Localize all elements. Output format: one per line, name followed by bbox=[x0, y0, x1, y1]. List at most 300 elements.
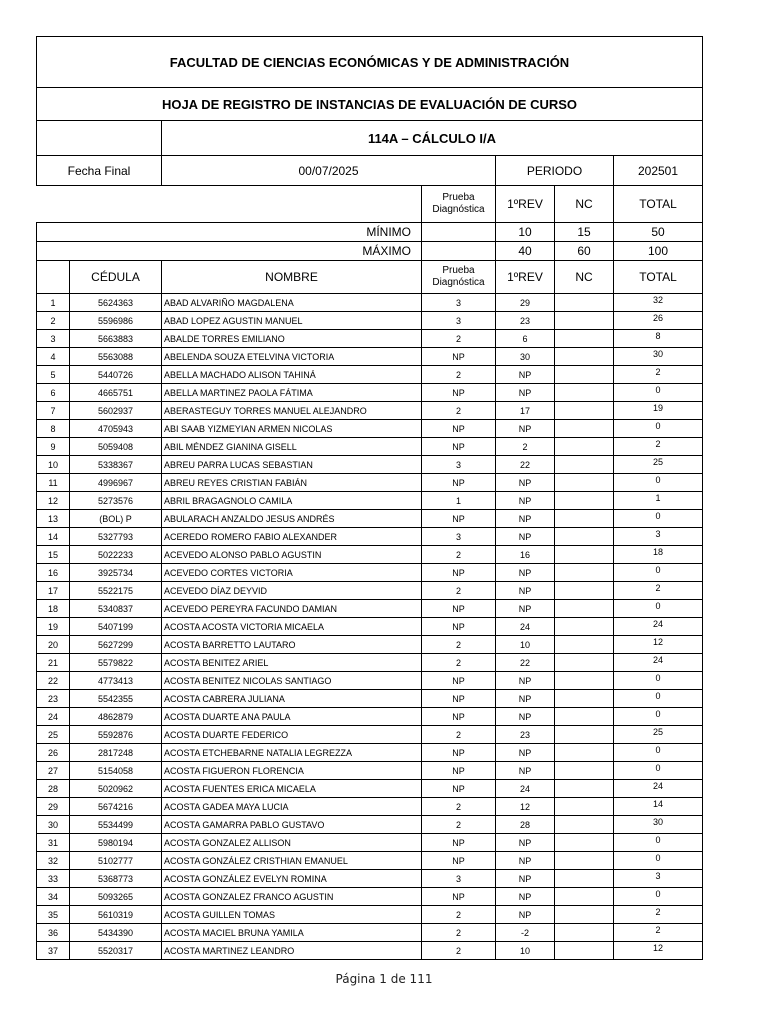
minimo-rev: 10 bbox=[496, 223, 555, 242]
cedula-cell: 5596986 bbox=[70, 312, 162, 330]
name-cell: ACEVEDO ALONSO PABLO AGUSTIN bbox=[162, 546, 422, 564]
table-row bbox=[37, 942, 703, 960]
rev-cell: NP bbox=[496, 492, 555, 510]
table-row bbox=[37, 294, 703, 312]
name-cell: ACOSTA GAMARRA PABLO GUSTAVO bbox=[162, 816, 422, 834]
rev-cell: -2 bbox=[496, 924, 555, 942]
nc-cell bbox=[555, 870, 614, 888]
name-cell: ACOSTA MACIEL BRUNA YAMILA bbox=[162, 924, 422, 942]
name-cell: ABREU REYES CRISTIAN FABIÁN bbox=[162, 474, 422, 492]
row-number: 19 bbox=[37, 618, 70, 636]
table-row bbox=[37, 546, 703, 564]
cedula-cell: 4665751 bbox=[70, 384, 162, 402]
name-cell: ACOSTA ACOSTA VICTORIA MICAELA bbox=[162, 618, 422, 636]
registration-sheet bbox=[36, 36, 702, 960]
total-cell: 32 bbox=[614, 294, 703, 312]
rev-cell: 29 bbox=[496, 294, 555, 312]
total-cell: 0 bbox=[614, 762, 703, 780]
col-total: TOTAL bbox=[614, 261, 703, 294]
table-row bbox=[37, 312, 703, 330]
nc-cell bbox=[555, 798, 614, 816]
total-cell: 8 bbox=[614, 330, 703, 348]
row-number: 30 bbox=[37, 816, 70, 834]
table-row bbox=[37, 456, 703, 474]
cedula-cell: 5610319 bbox=[70, 906, 162, 924]
nc-cell bbox=[555, 384, 614, 402]
rev-cell: NP bbox=[496, 888, 555, 906]
prueba-cell: 1 bbox=[422, 492, 496, 510]
col-nombre: NOMBRE bbox=[162, 261, 422, 294]
prueba-cell: 2 bbox=[422, 924, 496, 942]
table-row bbox=[37, 924, 703, 942]
name-cell: ACOSTA GUILLEN TOMAS bbox=[162, 906, 422, 924]
rev-cell: NP bbox=[496, 852, 555, 870]
nc-cell bbox=[555, 420, 614, 438]
cedula-cell: 5663883 bbox=[70, 330, 162, 348]
nc-cell bbox=[555, 906, 614, 924]
nc-cell bbox=[555, 654, 614, 672]
prueba-cell: 3 bbox=[422, 528, 496, 546]
nc-cell bbox=[555, 690, 614, 708]
nc-cell bbox=[555, 348, 614, 366]
nc-cell bbox=[555, 528, 614, 546]
row-number: 12 bbox=[37, 492, 70, 510]
prueba-cell: 2 bbox=[422, 798, 496, 816]
row-number: 8 bbox=[37, 420, 70, 438]
row-number: 25 bbox=[37, 726, 70, 744]
table-row bbox=[37, 474, 703, 492]
rev-cell: NP bbox=[496, 510, 555, 528]
prueba-cell: NP bbox=[422, 420, 496, 438]
cedula-cell: 5592876 bbox=[70, 726, 162, 744]
row-number: 23 bbox=[37, 690, 70, 708]
minimo-nc: 15 bbox=[555, 223, 614, 242]
nc-cell bbox=[555, 564, 614, 582]
rev-cell: NP bbox=[496, 672, 555, 690]
cedula-cell: 5102777 bbox=[70, 852, 162, 870]
registration-table bbox=[36, 36, 703, 960]
table-row bbox=[37, 744, 703, 762]
table-row bbox=[37, 762, 703, 780]
rev-cell: 24 bbox=[496, 780, 555, 798]
name-cell: ACOSTA GONZALEZ FRANCO AGUSTIN bbox=[162, 888, 422, 906]
total-cell: 24 bbox=[614, 780, 703, 798]
row-number: 18 bbox=[37, 600, 70, 618]
row-number: 1 bbox=[37, 294, 70, 312]
total-cell: 0 bbox=[614, 564, 703, 582]
rev-cell: NP bbox=[496, 762, 555, 780]
cedula-cell: 5522175 bbox=[70, 582, 162, 600]
name-cell: ABELLA MARTINEZ PAOLA FÁTIMA bbox=[162, 384, 422, 402]
rev-cell: 24 bbox=[496, 618, 555, 636]
nc-cell bbox=[555, 312, 614, 330]
periodo-label: PERIODO bbox=[496, 156, 614, 186]
table-row bbox=[37, 888, 703, 906]
total-cell: 30 bbox=[614, 816, 703, 834]
row-number: 9 bbox=[37, 438, 70, 456]
prueba-cell: 3 bbox=[422, 870, 496, 888]
course-title: 114A – CÁLCULO I/A bbox=[162, 121, 703, 156]
row-number: 22 bbox=[37, 672, 70, 690]
name-cell: ACOSTA CABRERA JULIANA bbox=[162, 690, 422, 708]
nc-cell bbox=[555, 582, 614, 600]
cedula-cell: 5579822 bbox=[70, 654, 162, 672]
cedula-cell: 5602937 bbox=[70, 402, 162, 420]
table-row bbox=[37, 438, 703, 456]
prueba-cell: 2 bbox=[422, 906, 496, 924]
total-cell: 25 bbox=[614, 726, 703, 744]
nc-cell bbox=[555, 510, 614, 528]
prueba-cell: NP bbox=[422, 438, 496, 456]
row-number: 27 bbox=[37, 762, 70, 780]
rev-cell: 16 bbox=[496, 546, 555, 564]
prueba-cell: 3 bbox=[422, 294, 496, 312]
cedula-cell: 4862879 bbox=[70, 708, 162, 726]
name-cell: ACOSTA BENITEZ NICOLAS SANTIAGO bbox=[162, 672, 422, 690]
prueba-cell: 2 bbox=[422, 636, 496, 654]
cedula-cell: 4773413 bbox=[70, 672, 162, 690]
rev-cell: NP bbox=[496, 906, 555, 924]
total-cell: 2 bbox=[614, 906, 703, 924]
prueba-cell: 2 bbox=[422, 942, 496, 960]
nc-cell bbox=[555, 546, 614, 564]
rev-cell: NP bbox=[496, 564, 555, 582]
total-cell: 0 bbox=[614, 384, 703, 402]
cedula-cell: 5534499 bbox=[70, 816, 162, 834]
prueba-cell: 2 bbox=[422, 366, 496, 384]
cedula-cell: (BOL) P bbox=[70, 510, 162, 528]
cedula-cell: 5627299 bbox=[70, 636, 162, 654]
table-row bbox=[37, 636, 703, 654]
nc-cell bbox=[555, 600, 614, 618]
prueba-cell: NP bbox=[422, 474, 496, 492]
table-row bbox=[37, 726, 703, 744]
course-blank-cell bbox=[37, 121, 162, 156]
prueba-cell: NP bbox=[422, 888, 496, 906]
row-number: 6 bbox=[37, 384, 70, 402]
cedula-cell: 5340837 bbox=[70, 600, 162, 618]
total-cell: 0 bbox=[614, 744, 703, 762]
prueba-cell: 3 bbox=[422, 312, 496, 330]
cedula-cell: 5624363 bbox=[70, 294, 162, 312]
rev-cell: NP bbox=[496, 582, 555, 600]
name-cell: ABAD ALVARIÑO MAGDALENA bbox=[162, 294, 422, 312]
name-cell: ACOSTA GONZALEZ ALLISON bbox=[162, 834, 422, 852]
label-prueba: Prueba Diagnóstica bbox=[422, 186, 496, 223]
table-row bbox=[37, 708, 703, 726]
row-number: 5 bbox=[37, 366, 70, 384]
name-cell: ABAD LOPEZ AGUSTIN MANUEL bbox=[162, 312, 422, 330]
table-row bbox=[37, 564, 703, 582]
row-number: 36 bbox=[37, 924, 70, 942]
name-cell: ACEVEDO PEREYRA FACUNDO DAMIAN bbox=[162, 600, 422, 618]
rev-cell: 12 bbox=[496, 798, 555, 816]
name-cell: ACEVEDO DÍAZ DEYVID bbox=[162, 582, 422, 600]
prueba-cell: NP bbox=[422, 744, 496, 762]
rev-cell: 23 bbox=[496, 312, 555, 330]
row-number: 16 bbox=[37, 564, 70, 582]
row-number: 20 bbox=[37, 636, 70, 654]
total-cell: 2 bbox=[614, 924, 703, 942]
nc-cell bbox=[555, 492, 614, 510]
table-row bbox=[37, 366, 703, 384]
cedula-cell: 5980194 bbox=[70, 834, 162, 852]
nc-cell bbox=[555, 942, 614, 960]
label-rev: 1ºREV bbox=[496, 186, 555, 223]
cedula-cell: 5327793 bbox=[70, 528, 162, 546]
row-number: 29 bbox=[37, 798, 70, 816]
prueba-cell: NP bbox=[422, 852, 496, 870]
cedula-cell: 5407199 bbox=[70, 618, 162, 636]
fecha-label: Fecha Final bbox=[37, 156, 162, 186]
name-cell: ACOSTA BARRETTO LAUTARO bbox=[162, 636, 422, 654]
cedula-cell: 5542355 bbox=[70, 690, 162, 708]
total-cell: 30 bbox=[614, 348, 703, 366]
rev-cell: NP bbox=[496, 420, 555, 438]
nc-cell bbox=[555, 744, 614, 762]
name-cell: ABALDE TORRES EMILIANO bbox=[162, 330, 422, 348]
rev-cell: 23 bbox=[496, 726, 555, 744]
table-row bbox=[37, 906, 703, 924]
total-cell: 2 bbox=[614, 366, 703, 384]
total-cell: 0 bbox=[614, 834, 703, 852]
nc-cell bbox=[555, 402, 614, 420]
table-row bbox=[37, 654, 703, 672]
total-cell: 0 bbox=[614, 672, 703, 690]
cedula-cell: 5434390 bbox=[70, 924, 162, 942]
total-cell: 0 bbox=[614, 600, 703, 618]
col-nc: NC bbox=[555, 261, 614, 294]
total-cell: 18 bbox=[614, 546, 703, 564]
row-number: 2 bbox=[37, 312, 70, 330]
prueba-cell: NP bbox=[422, 708, 496, 726]
row-number: 33 bbox=[37, 870, 70, 888]
cedula-cell: 5059408 bbox=[70, 438, 162, 456]
nc-cell bbox=[555, 438, 614, 456]
rev-cell: 28 bbox=[496, 816, 555, 834]
label-nc: NC bbox=[555, 186, 614, 223]
nc-cell bbox=[555, 618, 614, 636]
cedula-cell: 5563088 bbox=[70, 348, 162, 366]
prueba-cell: 2 bbox=[422, 582, 496, 600]
table-row bbox=[37, 798, 703, 816]
maximo-prueba bbox=[422, 242, 496, 261]
col-prueba: Prueba Diagnóstica bbox=[422, 261, 496, 294]
total-cell: 0 bbox=[614, 852, 703, 870]
nc-cell bbox=[555, 294, 614, 312]
prueba-cell: NP bbox=[422, 834, 496, 852]
prueba-cell: NP bbox=[422, 510, 496, 528]
nc-cell bbox=[555, 780, 614, 798]
table-row bbox=[37, 816, 703, 834]
prueba-cell: 2 bbox=[422, 330, 496, 348]
cedula-cell: 2817248 bbox=[70, 744, 162, 762]
total-cell: 0 bbox=[614, 888, 703, 906]
total-cell: 0 bbox=[614, 474, 703, 492]
total-cell: 0 bbox=[614, 690, 703, 708]
table-row bbox=[37, 384, 703, 402]
prueba-cell: NP bbox=[422, 618, 496, 636]
prueba-cell: NP bbox=[422, 564, 496, 582]
prueba-cell: NP bbox=[422, 348, 496, 366]
col-rev: 1ºREV bbox=[496, 261, 555, 294]
row-number: 37 bbox=[37, 942, 70, 960]
total-cell: 12 bbox=[614, 636, 703, 654]
prueba-cell: 2 bbox=[422, 402, 496, 420]
prueba-cell: NP bbox=[422, 762, 496, 780]
name-cell: ACOSTA DUARTE FEDERICO bbox=[162, 726, 422, 744]
row-number: 21 bbox=[37, 654, 70, 672]
rev-cell: 2 bbox=[496, 438, 555, 456]
table-row bbox=[37, 348, 703, 366]
row-number: 32 bbox=[37, 852, 70, 870]
nc-cell bbox=[555, 330, 614, 348]
nc-cell bbox=[555, 816, 614, 834]
total-cell: 26 bbox=[614, 312, 703, 330]
name-cell: ABELLA MACHADO ALISON TAHINÁ bbox=[162, 366, 422, 384]
rev-cell: NP bbox=[496, 708, 555, 726]
rev-cell: 22 bbox=[496, 456, 555, 474]
prueba-cell: 2 bbox=[422, 816, 496, 834]
label-total: TOTAL bbox=[614, 186, 703, 223]
nc-cell bbox=[555, 672, 614, 690]
rev-cell: NP bbox=[496, 744, 555, 762]
table-row bbox=[37, 672, 703, 690]
total-cell: 25 bbox=[614, 456, 703, 474]
prueba-cell: 2 bbox=[422, 726, 496, 744]
name-cell: ACOSTA GONZÁLEZ CRISTHIAN EMANUEL bbox=[162, 852, 422, 870]
sheet-title: HOJA DE REGISTRO DE INSTANCIAS DE EVALUACIÓN DE CURSO bbox=[37, 88, 703, 121]
rev-cell: 10 bbox=[496, 636, 555, 654]
name-cell: ACOSTA MARTINEZ LEANDRO bbox=[162, 942, 422, 960]
page-footer: Página 1 de 111 bbox=[335, 972, 433, 986]
rev-cell: NP bbox=[496, 474, 555, 492]
total-cell: 19 bbox=[614, 402, 703, 420]
table-row bbox=[37, 330, 703, 348]
name-cell: ABERASTEGUY TORRES MANUEL ALEJANDRO bbox=[162, 402, 422, 420]
nc-cell bbox=[555, 924, 614, 942]
total-cell: 12 bbox=[614, 942, 703, 960]
faculty-title: FACULTAD DE CIENCIAS ECONÓMICAS Y DE ADMINISTRACIÓN bbox=[37, 37, 703, 88]
col-number bbox=[37, 261, 70, 294]
rev-cell: 30 bbox=[496, 348, 555, 366]
prueba-cell: NP bbox=[422, 600, 496, 618]
row-number: 14 bbox=[37, 528, 70, 546]
total-cell: 0 bbox=[614, 708, 703, 726]
row-number: 34 bbox=[37, 888, 70, 906]
total-cell: 24 bbox=[614, 618, 703, 636]
name-cell: ACOSTA GONZÁLEZ EVELYN ROMINA bbox=[162, 870, 422, 888]
prueba-cell: 2 bbox=[422, 546, 496, 564]
nc-cell bbox=[555, 366, 614, 384]
name-cell: ACOSTA FIGUERON FLORENCIA bbox=[162, 762, 422, 780]
cedula-cell: 5020962 bbox=[70, 780, 162, 798]
name-cell: ACEVEDO CORTES VICTORIA bbox=[162, 564, 422, 582]
table-row bbox=[37, 402, 703, 420]
cedula-cell: 5022233 bbox=[70, 546, 162, 564]
nc-cell bbox=[555, 852, 614, 870]
name-cell: ACOSTA FUENTES ERICA MICAELA bbox=[162, 780, 422, 798]
row-number: 17 bbox=[37, 582, 70, 600]
cedula-cell: 5520317 bbox=[70, 942, 162, 960]
name-cell: ABREU PARRA LUCAS SEBASTIAN bbox=[162, 456, 422, 474]
minimo-total: 50 bbox=[614, 223, 703, 242]
maximo-rev: 40 bbox=[496, 242, 555, 261]
col-cedula: CÉDULA bbox=[70, 261, 162, 294]
table-row bbox=[37, 780, 703, 798]
row-number: 26 bbox=[37, 744, 70, 762]
table-row bbox=[37, 582, 703, 600]
row-number: 35 bbox=[37, 906, 70, 924]
rev-cell: NP bbox=[496, 366, 555, 384]
name-cell: ACOSTA GADEA MAYA LUCIA bbox=[162, 798, 422, 816]
row-number: 28 bbox=[37, 780, 70, 798]
table-row bbox=[37, 870, 703, 888]
rev-cell: 17 bbox=[496, 402, 555, 420]
table-row bbox=[37, 528, 703, 546]
cedula-cell: 5338367 bbox=[70, 456, 162, 474]
table-row bbox=[37, 420, 703, 438]
cedula-cell: 4705943 bbox=[70, 420, 162, 438]
periodo-value: 202501 bbox=[614, 156, 703, 186]
nc-cell bbox=[555, 834, 614, 852]
rev-cell: 10 bbox=[496, 942, 555, 960]
prueba-cell: 3 bbox=[422, 456, 496, 474]
total-cell: 2 bbox=[614, 438, 703, 456]
cedula-cell: 5368773 bbox=[70, 870, 162, 888]
name-cell: ACEREDO ROMERO FABIO ALEXANDER bbox=[162, 528, 422, 546]
total-cell: 24 bbox=[614, 654, 703, 672]
cedula-cell: 5440726 bbox=[70, 366, 162, 384]
cedula-cell: 4996967 bbox=[70, 474, 162, 492]
name-cell: ABRIL BRAGAGNOLO CAMILA bbox=[162, 492, 422, 510]
name-cell: ACOSTA BENITEZ ARIEL bbox=[162, 654, 422, 672]
rev-cell: NP bbox=[496, 528, 555, 546]
minimo-label: MÍNIMO bbox=[37, 223, 422, 242]
table-row bbox=[37, 492, 703, 510]
rev-cell: NP bbox=[496, 870, 555, 888]
row-number: 7 bbox=[37, 402, 70, 420]
fecha-value: 00/07/2025 bbox=[162, 156, 496, 186]
table-row bbox=[37, 618, 703, 636]
nc-cell bbox=[555, 762, 614, 780]
nc-cell bbox=[555, 636, 614, 654]
rev-cell: NP bbox=[496, 600, 555, 618]
nc-cell bbox=[555, 708, 614, 726]
total-cell: 3 bbox=[614, 870, 703, 888]
table-row bbox=[37, 834, 703, 852]
row-number: 3 bbox=[37, 330, 70, 348]
row-number: 15 bbox=[37, 546, 70, 564]
row-number: 11 bbox=[37, 474, 70, 492]
name-cell: ACOSTA DUARTE ANA PAULA bbox=[162, 708, 422, 726]
row-number: 13 bbox=[37, 510, 70, 528]
total-cell: 3 bbox=[614, 528, 703, 546]
prueba-cell: NP bbox=[422, 690, 496, 708]
row-number: 31 bbox=[37, 834, 70, 852]
nc-cell bbox=[555, 888, 614, 906]
rev-cell: NP bbox=[496, 384, 555, 402]
prueba-cell: 2 bbox=[422, 654, 496, 672]
table-row bbox=[37, 510, 703, 528]
rev-cell: NP bbox=[496, 834, 555, 852]
maximo-total: 100 bbox=[614, 242, 703, 261]
cedula-cell: 5674216 bbox=[70, 798, 162, 816]
total-cell: 0 bbox=[614, 420, 703, 438]
maximo-nc: 60 bbox=[555, 242, 614, 261]
rev-cell: 6 bbox=[496, 330, 555, 348]
cedula-cell: 3925734 bbox=[70, 564, 162, 582]
